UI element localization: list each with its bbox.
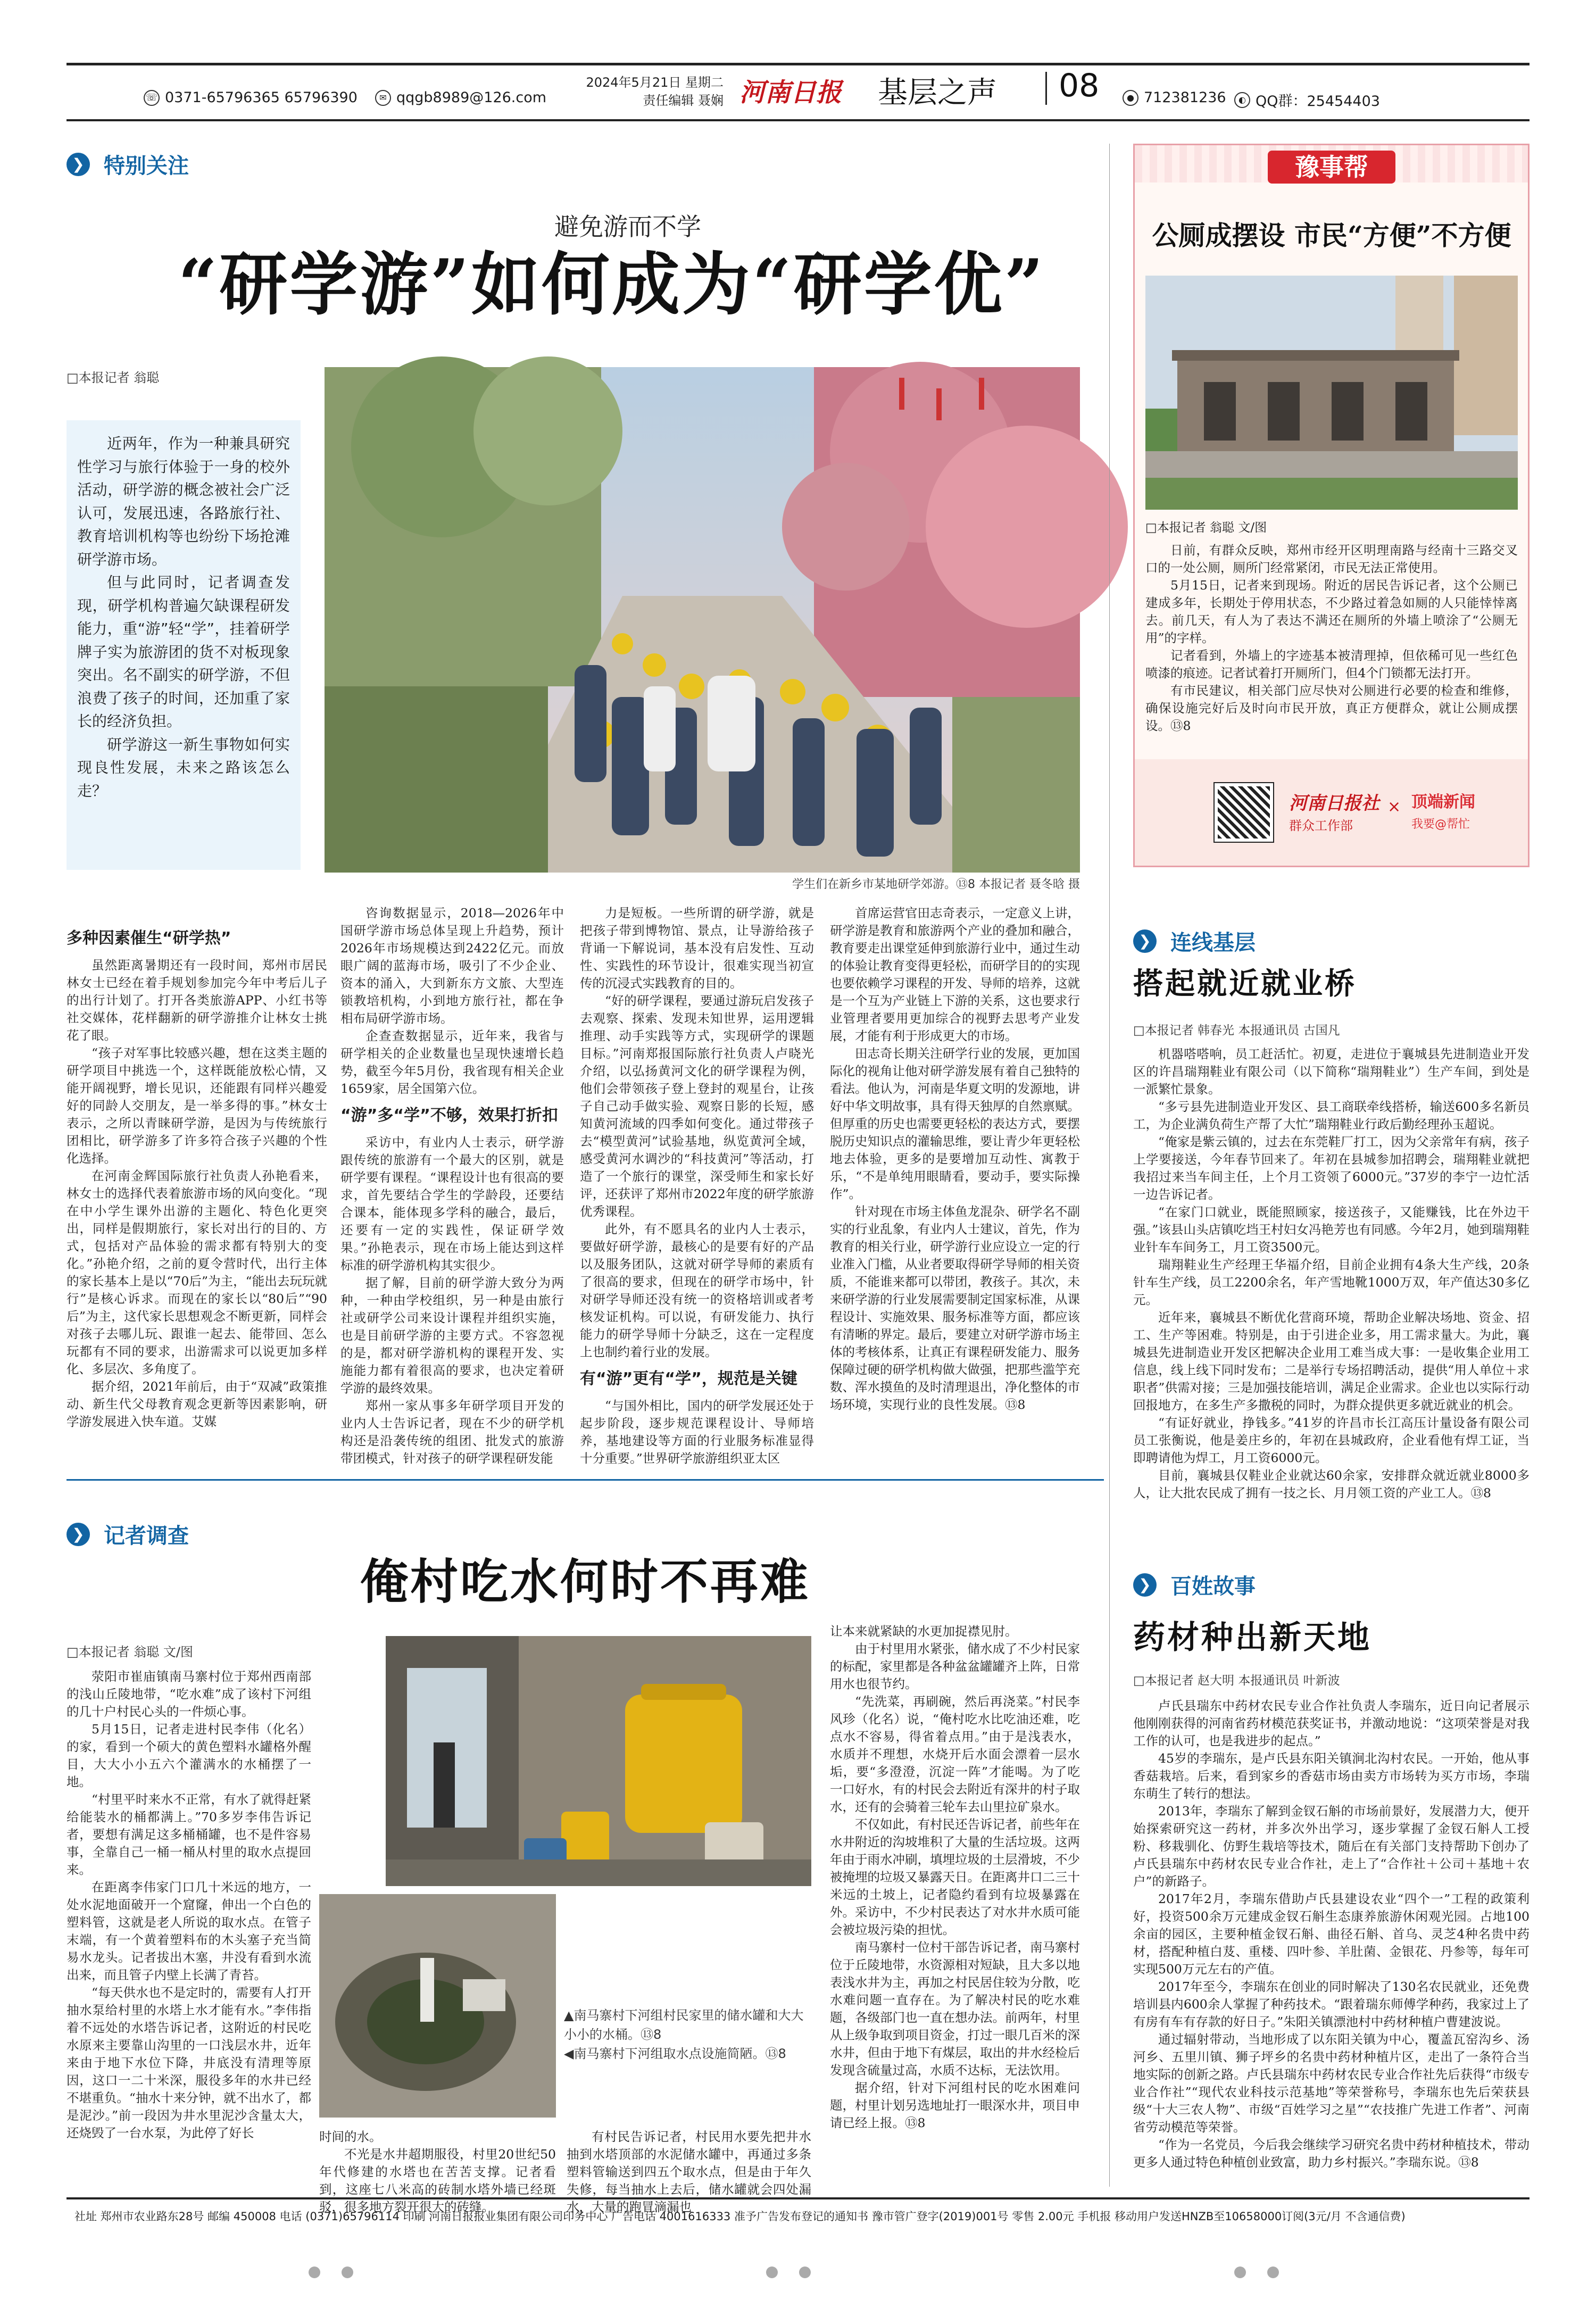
paragraph: “每天供水也不是定时的，需要有人打开抽水泵给村里的水塔上水才能有水。”李伟指着不远处的水塔告诉记者，这附近的村民吃水原来主要靠山沟里的一口浅层水井，近年来由于地下水位下降，井底没有清理等原因，这口一二十米深，服役多年的水井已经不堪重负。“抽水十来分钟，就不出水了，都是泥沙。”前一段因为井水里泥沙含量太大，还烧毁了一台水泵，为此停了好长: [66, 1985, 311, 2140]
baixing-text: [1133, 1697, 1530, 2187]
contact-wechat: [1123, 89, 1226, 106]
tag-label: 特别关注: [104, 154, 189, 178]
paragraph: 有市民建议，相关部门应尽快对公厕进行必要的检查和维修，确保设施完好后及时向市民开放，真正方便群众，就让公厕成摆设。⑬8: [1145, 683, 1518, 733]
email-icon: ✉: [375, 90, 391, 106]
partner-logo-dingduan-sub: 我要@帮忙: [1411, 818, 1470, 831]
tag-label: 百姓故事: [1170, 1574, 1256, 1599]
yushibang-box: [1133, 144, 1530, 867]
article-column: [580, 904, 814, 1466]
paragraph: “俺家是紫云镇的，过去在东莞鞋厂打工，因为父亲常年有病，孩子上学要接送，今年春节回来了。年初在县城参加招聘会，瑞翔鞋业就把我招过来当车间主任，上个月工资领了6000元。”37岁的李宁一边忙活一边告诉记者。: [1133, 1134, 1530, 1202]
yushibang-footer: [1135, 759, 1528, 866]
editor-name: 责任编辑 聂娴: [643, 93, 724, 108]
lead-paragraph: 近两年，作为一种兼具研究性学习与旅行体验于一身的校外活动，研学游的概念被社会广泛认可，发展迅速，各路旅行社、教育培训机构等也纷纷下场抢滩研学游市场。: [77, 435, 290, 568]
paragraph: 首席运营官田志奇表示，一定意义上讲，研学游是教育和旅游两个产业的叠加和融合，教育要走出课堂延伸到旅游行业中，通过生动的体验让教育变得更轻松，而研学目的的实现也要依赖学习课程的开发、导师的培养，这就是一个互为产业链上下游的关系，这也要求行业管理者要用更加综合的视野去思考产业发展，才能有利于形成更大的市场。: [830, 906, 1080, 1043]
contact-phone: [144, 89, 358, 106]
tag-label: 记者调查: [104, 1524, 189, 1548]
dot-icon: [1234, 2267, 1246, 2278]
paragraph: 有村民告诉记者，村民用水要先把井水抽到水塔顶部的水泥储水罐中，再通过多条塑料管输送到四五个取水点，但是由于年久失修，每当抽水上去后，储水罐就会四处漏水，大量的跑冒滴漏也: [567, 2129, 811, 2214]
paragraph: 荥阳市崔庙镇南马寨村位于郑州西南部的浅山丘陵地带，“吃水难”成了该村下河组的几十户村民心头的一件烦心事。: [66, 1669, 311, 1719]
wechat-icon: ●: [1123, 90, 1138, 106]
column-subhead: 多种因素催生“研学热”: [66, 929, 231, 948]
chevron-right-icon: ❯: [66, 153, 90, 176]
section-name: 基层之声: [878, 76, 997, 110]
dot-icon: [342, 2267, 353, 2278]
paragraph: 据介绍，针对下河组村民的吃水困难问题，村里计划另选地址打一眼深水井，项目申请已经上报。⑬8: [830, 2080, 1080, 2130]
header-divider: [1045, 72, 1047, 105]
paragraph: “多亏县先进制造业开发区、县工商联牵线搭桥，输送600多名新员工，为企业满负荷生产帮了大忙”瑞翔鞋业行政后勤经理孙玉超说。: [1133, 1099, 1530, 1132]
dot-icon: [1267, 2267, 1279, 2278]
survey-column: [66, 1668, 311, 2181]
lianxian-title: 搭起就近就业桥: [1133, 966, 1357, 1001]
paragraph: “与国外相比，国内的研学发展还处于起步阶段，逐步规范课程设计、导师培养，基地建设等方面的行业服务标准显得十分重要。”世界研学旅游组织亚太区: [580, 1398, 814, 1466]
header-date-block: [548, 73, 724, 110]
paragraph: 虽然距离暑期还有一段时间，郑州市居民林女士已经在着手规划参加完今年中考后儿子的出行计划了。打开各类旅游APP、小红书等社交媒体，花样翻新的研学游推介让林女士挑花了眼。: [66, 958, 327, 1043]
article-byline: □本报记者 翁聪: [66, 370, 160, 385]
lead-box: [66, 420, 301, 870]
footer-rule: [66, 2197, 1530, 2199]
reporter-survey-tag: [66, 1519, 189, 1549]
paragraph: 记者看到，外墙上的字迹基本被清理掉，但依稀可见一些红色喷漆的痕迹。记者试着打开厕所门，但4个门锁都无法打开。: [1145, 648, 1518, 680]
footer-info: 社址 郑州市农业路东28号 邮编 450008 电话 (0371)65796114 印刷 河南日报报业集团有限公司印务中心 广告电话 4001616333 准予广告发布登记的通知书 豫市管广登字(2019)001号 零售 2.00元 手机报 移动用户发送HNZB至10658000订阅(3元/月 不含通信费): [74, 2210, 1406, 2223]
qr-code-icon[interactable]: [1215, 783, 1273, 842]
paragraph: “有证好就业，挣钱多。”41岁的许昌市长江高压计量设备有限公司员工张衡说，他是姜庄乡的，年初在县城政府，企业看他有焊工证，当即聘请他为焊工，月工资6000元。: [1133, 1415, 1530, 1465]
paragraph: 45岁的李瑞东，是卢氏县东阳关镇涧北沟村农民。一开始，他从事香菇栽培。后来，看到家乡的香菇市场由卖方市场转为买方市场，李瑞东萌生了转行的想法。: [1133, 1751, 1530, 1801]
contact-qq: [1234, 89, 1380, 110]
paragraph: 南马寨村一位村干部告诉记者，南马寨村位于丘陵地带，水资源相对短缺，且大多以地表浅水井为主，再加之村民居住较为分散，吃水难问题一直存在。为了解决村民的吃水难题，各级部门也一直在想办法。前两年，村里从上级争取到项目资金，打过一眼几百米的深水井，但由于地下有煤层，取出的井水经检后发现含硫量过高，水质不达标，无法饮用。: [830, 1940, 1080, 2078]
main-photo: [325, 367, 1080, 873]
phone-text: 0371-65796365 65796390: [165, 89, 358, 106]
paragraph: “孩子对军事比较感兴趣，想在这类主题的研学项目中挑选一个，这样既能放松心情，又能开阔视野，增长见识，还能跟有同样兴趣爱好的同龄人交朋友，是一举多得的事。”林女士表示，之所以青睐研学游，是因为与传统旅行团相比，研学游多了许多符合孩子兴趣的个性化选择。: [66, 1045, 327, 1166]
paragraph: 不光是水井超期服役，村里20世纪50年代修建的水塔也在苦苦支撑。记者看到，这座七八米高的砖制水塔外墙已经斑驳，很多地方裂开很大的砖缝。: [319, 2147, 556, 2214]
paragraph: “先洗菜，再刷碗，然后再浇菜。”村民李风珍（化名）说，“俺村吃水比吃油还难，吃点水不容易，得省着点用。”由于是浅表水，水质并不理想，水烧开后水面会漂着一层水垢，要“多澄澄，沉淀一阵”才能喝。为了吃一口好水，有的村民会去附近有深井的村子取水，还有的会骑着三轮车去山里拉矿泉水。: [830, 1694, 1080, 1814]
toilet-photo: [1145, 276, 1518, 510]
survey-photo-caption: ▲南马寨村下河组村民家里的储水罐和大大小小的水桶。⑬8 ◀南马寨村下河组取水点设施简陋。⑬8: [564, 2008, 804, 2061]
baixing-tag: [1133, 1570, 1256, 1600]
qq-icon: ◐: [1234, 92, 1250, 108]
paragraph: 2017年2月，李瑞东借助卢氏县建设农业“四个一”工程的政策利好，投资500余万元建成金钗石斛生态康养旅游休闲观光园。占地100余亩的园区，主要种植金钗石斛、曲径石斛、首乌、灵芝4种名贵中药材，搭配种植白芨、重楼、四叶参、羊肚菌、金银花、丹参等，每年可实现500万元左右的产值。: [1133, 1891, 1530, 1977]
paragraph: 卢氏县瑞东中药材农民专业合作社负责人李瑞东，近日向记者展示他刚刚获得的河南省药材模范获奖证书，并激动地说：“这项荣誉是对我工作的认可，也是我进步的起点。”: [1133, 1698, 1530, 1748]
contact-email: [375, 89, 546, 106]
qq-text: QQ群：25454403: [1256, 93, 1380, 110]
baixing-byline: □本报记者 赵大明 本报通讯员 叶新波: [1133, 1674, 1340, 1688]
paragraph: 在河南金辉国际旅行社负责人孙艳看来，林女士的选择代表着旅游市场的风向变化。“现在中小学生课外出游的主题化、特色化更突出，同样是假期旅行，家长对出行的目的、方式，包括对产品体验的需求都有特别大的变化。”孙艳介绍，之前的夏令营时代，出行主体的家长基本上是以“70后”为主，“能出去玩玩就行”是核心诉求。而现在的家长以“80后”“90后”为主，这代家长思想观念不断更新，同样会对孩子去哪儿玩、跟谁一起去、能带回、怎么玩都有不同的要求，出游需求可以说更加多样化、多层次、多角度了。: [66, 1168, 327, 1376]
water-tank-photo: [386, 1636, 811, 1886]
article-column: [66, 920, 327, 1466]
paragraph: 由于村里用水紧张，储水成了不少村民家的标配，家里都是各种盆盆罐罐齐上阵，日常用水也很节约。: [830, 1641, 1080, 1691]
survey-column: [830, 1623, 1080, 2181]
paragraph: 据介绍，2021年前后，由于“双减”政策推动、新生代父母教育观念更新等因素影响，研学游发展进入快车道。艾媒: [66, 1379, 327, 1429]
photo-caption: 学生们在新乡市某地研学郊游。⑬8 本报记者 聂冬晗 摄: [792, 878, 1080, 891]
dot-icon: [799, 2267, 811, 2278]
yushibang-caption: □本报记者 翁聪 文/图: [1145, 521, 1267, 535]
lianxian-text: [1133, 1045, 1530, 1500]
registration-marks: [1234, 2267, 1279, 2278]
article-column: [340, 904, 564, 1466]
paragraph: 咨询数据显示，2018—2026年中国研学游市场总体呈现上升趋势，预计2026年市场规模达到2422亿元。而放眼广阔的蓝海市场，吸引了不少企业、资本的涌入，大到新东方文旅、大型连锁教培机构，小到地方旅行社，都在争相布局研学游市场。: [340, 906, 564, 1026]
paragraph: 在距离李伟家门口几十米远的地方，一处水泥地面破开一个窟窿，伸出一个白色的塑料管，这就是老人所说的取水点。在管子末端，有一个黄着塑料布的木头塞子充当简易水龙头。记者拔出木塞，井没有看到水流出来，而且管子内壁上长满了青苔。: [66, 1880, 311, 1982]
paragraph: 田志奇长期关注研学行业的发展，更加国际化的视角让他对研学游发展有着自己独特的看法。他认为，河南是华夏文明的发源地，讲好中华文明故事，具有得天独厚的自然禀赋。但厚重的历史也需要更轻松的表达方式，要摆脱历史知识点的灌输思维，要让青少年更轻松地去体验，更多的是要增加互动性、寓教于乐，“不是单纯用眼睛看，要动手，要实际操作”。: [830, 1046, 1080, 1201]
paragraph: 日前，有群众反映，郑州市经开区明理南路与经南十三路交叉口的一处公厕，厕所门经常紧闭，市民无法正常使用。: [1145, 543, 1518, 575]
section-rule: [66, 1479, 1104, 1481]
chevron-right-icon: ❯: [1133, 1573, 1157, 1597]
article-kicker: 避免游而不学: [554, 212, 701, 241]
survey-column: [567, 2128, 811, 2214]
registration-marks: [309, 2267, 353, 2278]
lianxian-tag: [1133, 926, 1256, 956]
yushibang-text: [1145, 542, 1518, 733]
column-divider: [1109, 144, 1110, 2187]
paragraph: 针对现在市场主体鱼龙混杂、研学名不副实的行业乱象，有业内人士建议，首先，作为教育的相关行业，研学游行业应设立一定的行业准入门槛，从业者要取得研学导师的相关资质，不能谁来都可以带团，教孩子。其次，未来研学游的行业发展需要制定国家标准，从课程设计、实施效果、服务标准等方面，都应该有清晰的界定。最后，要建立对研学游市场主体的考核体系，让真正有课程研发能力、服务保障过硬的研学机构做大做强，把那些滥竽充数、浑水摸鱼的及时清理退出，净化整体的市场环境，实现行业的良性发展。⑬8: [830, 1204, 1080, 1412]
lead-paragraph: 研学游这一新生事物如何实现良性发展，未来之路该怎么走？: [77, 735, 290, 800]
dot-icon: [766, 2267, 778, 2278]
paragraph: 让本来就紧缺的水更加捉襟见肘。: [830, 1624, 1018, 1639]
partner-logo-henan: 河南日报社: [1289, 793, 1379, 814]
phone-icon: ☏: [144, 90, 160, 106]
paragraph: 采访中，有业内人士表示，研学游跟传统的旅游有一个最大的区别，就是研学要有课程。“课程设计也有很高的要求，首先要结合学生的学龄段，还要结合课本，能体现多学科的融合，最后，还要有一定的实践性，保证研学效果。”孙艳表示，现在市场上能达到这样标准的研学游机构其实很少。: [340, 1135, 564, 1273]
paragraph: “村里平时来水不正常，有水了就得赶紧给能装水的桶都满上。”70多岁李伟告诉记者，要想有满足这多桶桶罐，也不是件容易事，全靠自己一桶一桶从村里的取水点提回来。: [66, 1792, 311, 1877]
survey-column: [319, 2128, 556, 2214]
paragraph: 据了解，目前的研学游大致分为两种，一种由学校组织，另一种是由旅行社或研学公司来设计课程并组织实施，也是目前研学游的主要方式。不容忽视的是，都对研学游机构的课程开发、实施能力都有着很高的要求，也决定着研学游的最终效果。: [340, 1275, 564, 1396]
issue-date: 2024年5月21日 星期二: [586, 75, 724, 90]
page-number: 08: [1059, 67, 1100, 104]
partner-logo-dingduan: 顶端新闻: [1411, 793, 1475, 811]
paragraph: 此外，有不愿具名的业内人士表示，要做好研学游，最核心的是要有好的产品以及服务团队，这就对研学导师的素质有了很高的要求，但现在的研学市场中，针对研学导师还没有统一的资格培训或者考核发证机构。可以说，有研发能力、执行能力的研学导师十分缺乏，这在一定程度上也制约着行业的发展。: [580, 1222, 814, 1359]
paragraph: 通过辐射带动，当地形成了以东阳关镇为中心，覆盖瓦窑沟乡、汤河乡、五里川镇、狮子坪乡的名贵中药材种植片区，走出了一条符合当地实际的创新之路。卢氏县瑞东中药材农民专业合作社先后获得“市级专业合作社”“现代农业科技示范基地”等荣誉称号，李瑞东也先后荣获县级“十大三农人物”、市级“百姓学习之星”“农技推广先进工作者”、河南省劳动模范等荣誉。: [1133, 2032, 1530, 2135]
paragraph: 不仅如此，有村民还告诉记者，前些年在水井附近的沟坡堆积了大量的生活垃圾。这两年由于雨水冲刷，填埋垃圾的土层滑坡，不少被掩埋的垃圾又暴露天日。在距离井口二三十米远的土坡上，记者隐约看到有垃圾暴露在外。采访中，不少村民表达了对水井水质可能会被垃圾污染的担忧。: [830, 1817, 1080, 1937]
article-title: “研学游”如何成为“研学优”: [178, 245, 1046, 325]
paragraph: “在家门口就业，既能照顾家，接送孩子，又能赚钱，比在外边干强。”该县山头店镇吃垱王村妇女冯艳芳也有同感。今年2月，她到瑞翔鞋业针车车间务工，月工资3500元。: [1133, 1205, 1530, 1255]
paragraph: 近年来，襄城县不断优化营商环境，帮助企业解决场地、资金、招工、生产等困难。特别是，由于引进企业多，用工需求量大。为此，襄城县先进制造业开发区把解决企业用工难当成大事：一是收集企业用工信息，线上线下同时发布；二是举行专场招聘活动，提供“用人单位＋求职者”供需对接；三是加强技能培训，满足企业需求。企业也以实际行动回报地方，在多生产多撒税的同时，为群众提供更多就近就业的机会。: [1133, 1310, 1530, 1413]
paragraph: 2013年，李瑞东了解到金钗石斛的市场前景好，发展潜力大，便开始探索研究这一药材，并多次外出学习，逐步掌握了金钗石斛人工授粉、移栽驯化、仿野生栽培等技术，随后在有关部门支持帮助下创办了卢氏县瑞东中药材农民专业合作社，走上了“合作社＋公司＋基地＋农户”的新路子。: [1133, 1804, 1530, 1889]
survey-byline: □本报记者 翁聪 文/图: [66, 1645, 194, 1659]
chevron-right-icon: ❯: [66, 1523, 90, 1546]
email-text: qqgb8989@126.com: [396, 89, 547, 106]
baixing-title: 药材种出新天地: [1133, 1619, 1371, 1656]
yushibang-logo: 豫事帮: [1268, 151, 1395, 184]
yushibang-title: 公厕成摆设 市民“方便”不方便: [1152, 220, 1511, 251]
lianxian-byline: □本报记者 韩春光 本报通讯员 古国凡: [1133, 1024, 1340, 1037]
wechat-text: 712381236: [1144, 89, 1226, 106]
registration-marks: [766, 2267, 811, 2278]
paragraph: 5月15日，记者走进村民李伟（化名）的家，看到一个硕大的黄色塑料水罐格外醒目，大大小小五六个灌满水的水桶摆了一地。: [66, 1722, 311, 1789]
paragraph: 时间的水。: [319, 2129, 382, 2144]
paragraph: 瑞翔鞋业生产经理王华福介绍，目前企业拥有4条大生产线，20条针车生产线，员工2200余名，年产雪地靴1000万双，年产值达30多亿元。: [1133, 1257, 1530, 1307]
paragraph: “作为一名党员，今后我会继续学习研究名贵中药材种植技术，带动更多人通过特色种植创业致富，助力乡村振兴。”李瑞东说。⑬8: [1133, 2137, 1530, 2170]
paragraph: “好的研学课程，要通过游玩启发孩子去观察、探索、发现未知世界，运用逻辑推理、动手实践等方式，实现研学的课题目标。”河南郑报国际旅行社负责人卢晓光介绍，以弘扬黄河文化的研学课程为例，他们会带领孩子登上登封的观星台，让孩子自己动手做实验、观察日影的长短，感知黄河流域的四季如何变化。通过带孩子去“模型黄河”试验基地，纵览黄河全域，感受黄河水调沙的“科技黄河”等活动，打造了一个旅行的课堂，深受师生和家长好评，还获评了郑州市2022年度的研学旅游优秀课程。: [580, 993, 814, 1219]
paragraph: 机器嗒嗒响，员工赶活忙。初夏，走进位于襄城县先进制造业开发区的许昌瑞翔鞋业有限公司（以下简称“瑞翔鞋业”）生产车间，到处是一派繁忙景象。: [1133, 1047, 1530, 1097]
partner-logo-henan-sub: 群众工作部: [1289, 818, 1353, 833]
survey-title: 俺村吃水何时不再难: [360, 1554, 810, 1610]
paragraph: 5月15日，记者来到现场。附近的居民告诉记者，这个公厕已建成多年，长期处于停用状态，不少路过着急如厕的人只能悻悻离去。前几天，有人为了表达不满还在厕所的外墙上喷涂了“公厕无用”的字样。: [1145, 578, 1518, 645]
article-column: [830, 904, 1080, 1466]
paragraph: 力是短板。一些所谓的研学游，就是把孩子带到博物馆、景点，让导游给孩子背诵一下解说词，基本没有启发性、互动性、实践性的环节设计，很难实现当初宣传的沉浸式实践教育的目的。: [580, 906, 814, 991]
collab-x: ×: [1387, 798, 1401, 816]
chevron-right-icon: ❯: [1133, 929, 1157, 953]
water-point-photo: [319, 1894, 556, 2118]
paragraph: 目前，襄城县仅鞋业企业就达60余家，安排群众就近就业8000多人，让大批农民成了拥有一技之长、月月领工资的产业工人。⑬8: [1133, 1468, 1530, 1500]
dot-icon: [309, 2267, 320, 2278]
paper-logo: 河南日报: [739, 78, 842, 107]
paragraph: 2017年至今，李瑞东在创业的同时解决了130名农民就业，还免费培训县内600余人掌握了种药技术。“跟着瑞东师傅学种药，我家过上了有房有车有存款的好日子。”朱阳关镇漂池村中药材种植户曹建波说。: [1133, 1979, 1530, 2029]
tag-label: 连线基层: [1170, 931, 1256, 955]
special-focus-tag: [66, 149, 189, 179]
column-subhead: 有“游”更有“学”，规范是关键: [580, 1369, 797, 1388]
paragraph: 郑州一家从事多年研学项目开发的业内人士告诉记者，现在不少的研学机构还是沿袭传统的组团、批发式的旅游带团模式，针对孩子的研学课程研发能: [340, 1398, 564, 1466]
column-subhead: “游”多“学”不够，效果打折扣: [340, 1106, 558, 1125]
lead-paragraph: 但与此同时，记者调查发现，研学机构普遍欠缺课程研发能力，重“游”轻“学”，挂着研学牌子实为旅游团的货不对板现象突出。名不副实的研学游，不但浪费了孩子的时间，还加重了家长的经济负担。: [77, 574, 290, 730]
paragraph: 企查查数据显示，近年来，我省与研学相关的企业数量也呈现快速增长趋势，截至今年5月份，我省现有相关企业1659家，居全国第六位。: [340, 1028, 564, 1096]
